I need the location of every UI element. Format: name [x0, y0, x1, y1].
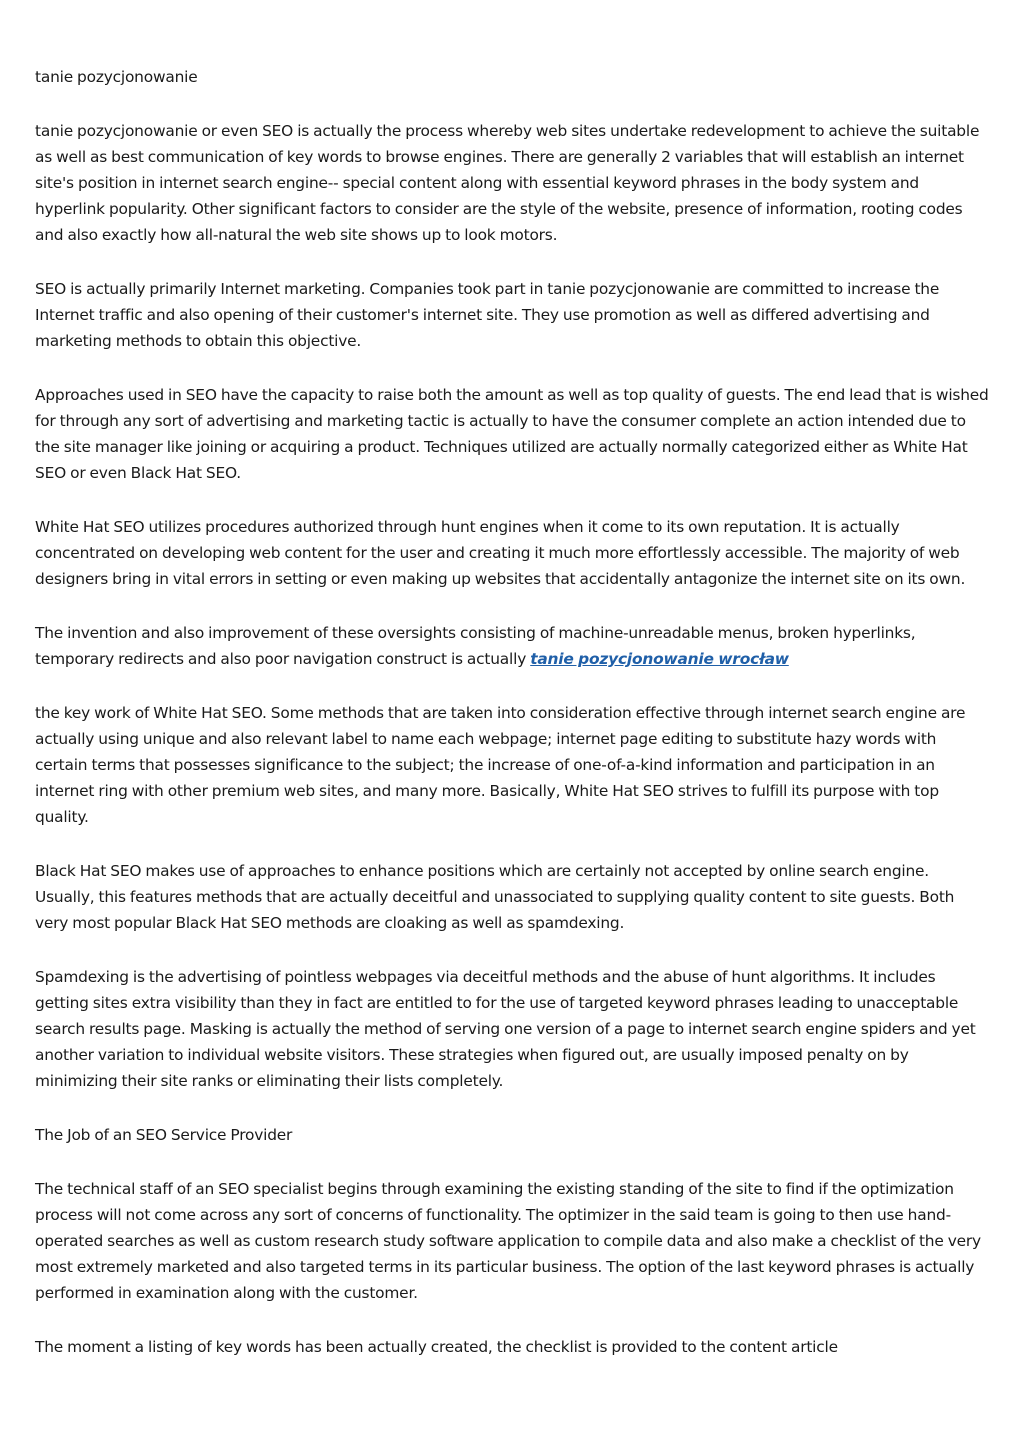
paragraph-white-hat-work: the key work of White Hat SEO. Some methods that are taken into consideration effective through internet search engine are actually using unique and also relevant label to name each webpage; internet page editing to substitute hazy words with certain terms that possesses significance to the subject; the increase of one-of-a-kind information and participation in an internet ring with other premium web sites, and many more. Basically, White Hat SEO strives to fulfill its purpose with top quality.: [35, 704, 966, 826]
paragraph-with-link: [35, 620, 990, 672]
paragraph-black-hat: Black Hat SEO makes use of approaches to enhance positions which are certainly not accepted by online search engine. Usually, this features methods that are actually deceitful and unassociated to supplying quality content to site guests. Both very most popular Black Hat SEO methods are cloaking as well as spamdexing.: [35, 862, 955, 932]
paragraph-technical-staff: The technical staff of an SEO specialist begins through examining the existing standing of the site to find if the optimization process will not come across any sort of concerns of functionality. The optimizer in the said team is going to then use hand-operated searches as well as custom research study software application to compile data and also make a checklist of the very most extremely marketed and also targeted terms in its particular business. The option of the last keyword phrases is actually performed in examination along with the customer.: [35, 1180, 981, 1302]
paragraph-link-lead-text: The invention and also improvement of these oversights consisting of machine-unreadable menus, broken hyperlinks, temporary redirects and also poor navigation construct is actually: [35, 624, 916, 668]
tanie-pozycjonowanie-wroclaw-link[interactable]: tanie pozycjonowanie wrocław: [530, 650, 789, 668]
paragraph-intro: tanie pozycjonowanie or even SEO is actually the process whereby web sites undertake redevelopment to achieve the suitable as well as best communication of key words to browse engines. There are generally 2 variables that will establish an internet site's position in internet search engine-- special content along with essential keyword phrases in the body system and hyperlink popularity. Other significant factors to consider are the style of the website, presence of information, rooting codes and also exactly how all-natural the web site shows up to look motors.: [35, 122, 980, 244]
paragraph-approaches: Approaches used in SEO have the capacity to raise both the amount as well as top quality of guests. The end lead that is wished for through any sort of advertising and marketing tactic is actually to have the consumer complete an action intended due to the site manager like joining or acquiring a product. Techniques utilized are actually normally categorized either as White Hat SEO or even Black Hat SEO.: [35, 386, 989, 482]
document-body: [35, 64, 990, 1388]
paragraph-white-hat: White Hat SEO utilizes procedures authorized through hunt engines when it come to its own reputation. It is actually concentrated on developing web content for the user and creating it much more effortlessly accessible. The majority of web designers bring in vital errors in setting or even making up websites that accidentally antagonize the internet site on its own.: [35, 518, 966, 588]
paragraph-keyword-listing: The moment a listing of key words has been actually created, the checklist is provided to the content article: [35, 1338, 838, 1356]
section-subheading: The Job of an SEO Service Provider: [35, 1126, 293, 1144]
document-title: tanie pozycjonowanie: [35, 68, 198, 86]
paragraph-internet-marketing: SEO is actually primarily Internet marketing. Companies took part in tanie pozycjonowanie are committed to increase the Internet traffic and also opening of their customer's internet site. They use promotion as well as differed advertising and marketing methods to obtain this objective.: [35, 280, 940, 350]
paragraph-spamdexing: Spamdexing is the advertising of pointless webpages via deceitful methods and the abuse of hunt algorithms. It includes getting sites extra visibility than they in fact are entitled to for the use of targeted keyword phrases leading to unacceptable search results page. Masking is actually the method of serving one version of a page to internet search engine spiders and yet another variation to individual website visitors. These strategies when figured out, are usually imposed penalty on by minimizing their site ranks or eliminating their lists completely.: [35, 968, 976, 1090]
